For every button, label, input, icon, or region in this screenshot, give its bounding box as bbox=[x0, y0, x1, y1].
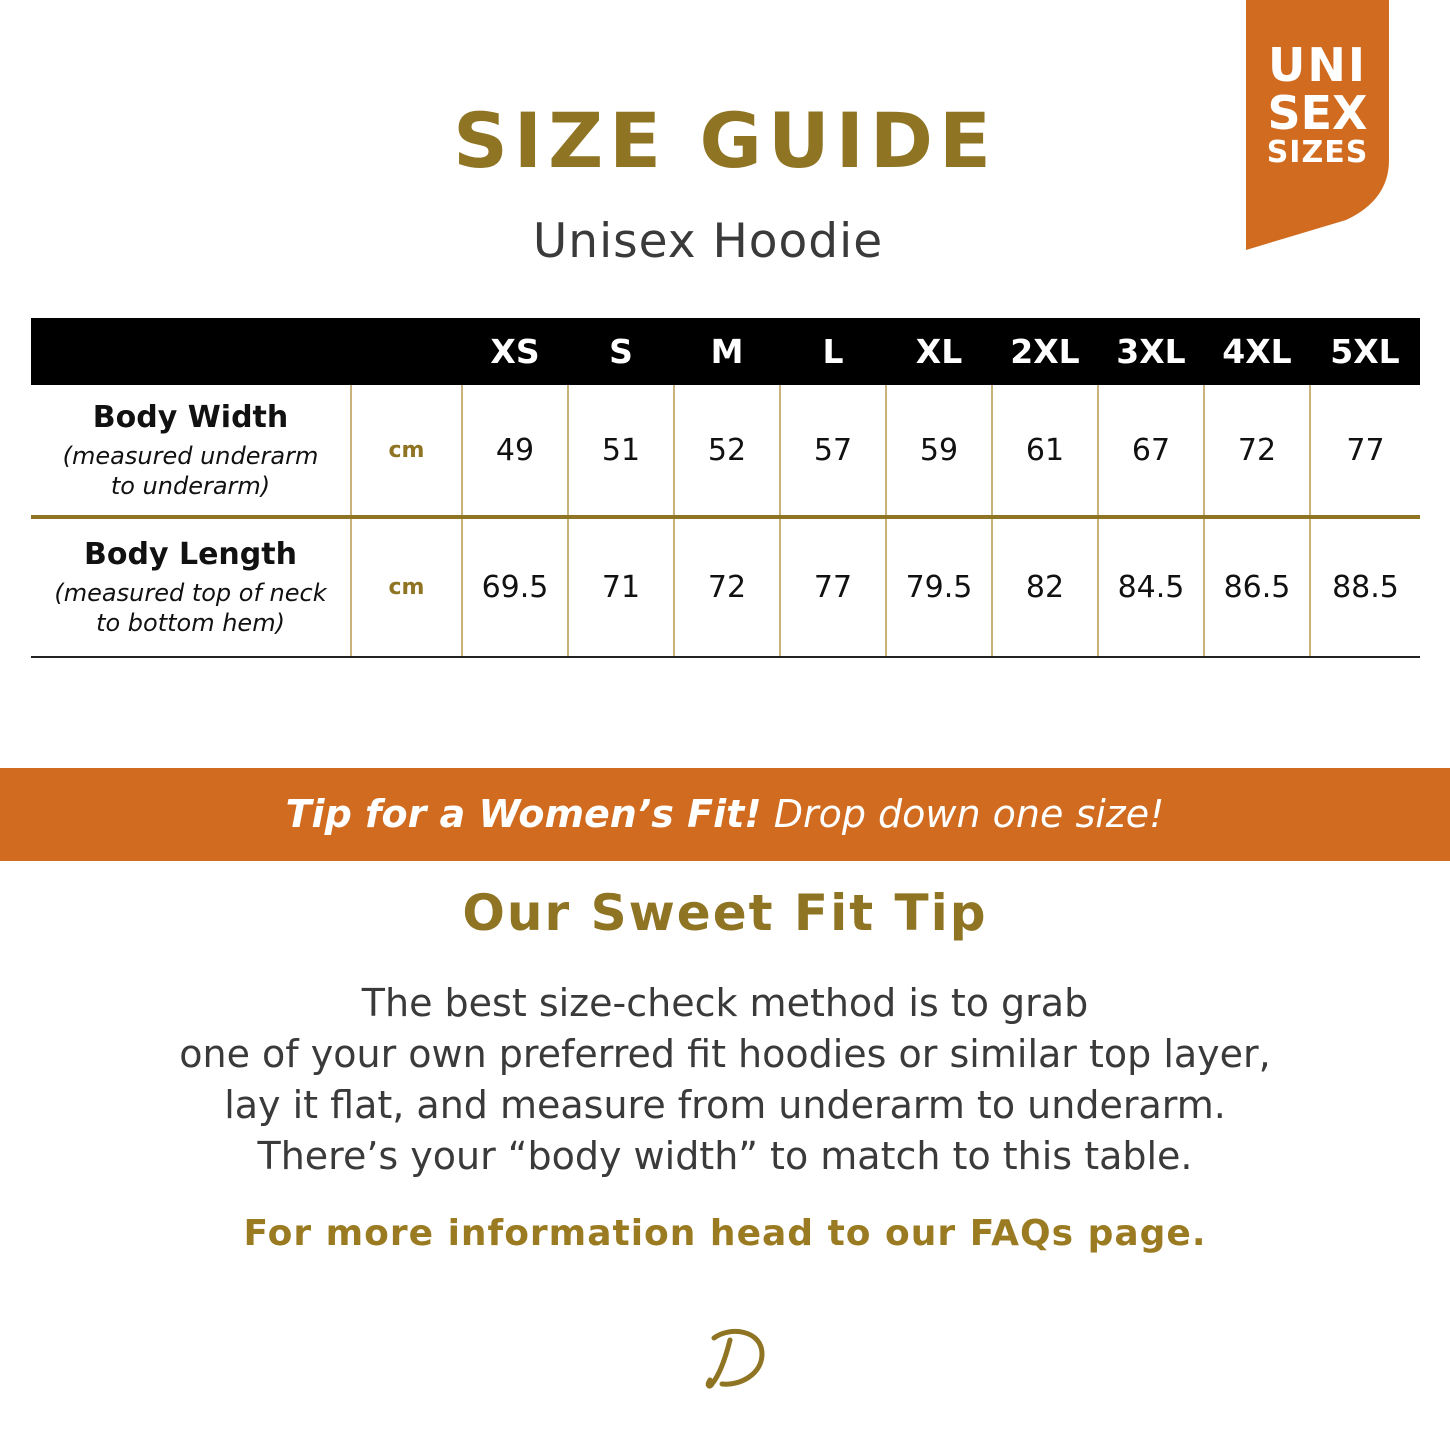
fit-tip-line: There’s your “body width” to match to this table. bbox=[257, 1134, 1193, 1178]
page-subtitle: Unisex Hoodie bbox=[532, 214, 884, 269]
table-cell: 84.5 bbox=[1098, 517, 1204, 657]
page-title: SIZE GUIDE bbox=[453, 96, 997, 185]
fit-tip-line: one of your own preferred fit hoodies or similar top layer, bbox=[179, 1032, 1271, 1076]
size-header: S bbox=[568, 318, 674, 385]
table-cell: 72 bbox=[674, 517, 780, 657]
table-cell: 82 bbox=[992, 517, 1098, 657]
row-note-line: (measured underarm bbox=[62, 441, 319, 470]
faq-link[interactable]: For more information head to our FAQs page. bbox=[243, 1213, 1207, 1254]
table-cell: 49 bbox=[462, 385, 568, 517]
fit-tip-body bbox=[0, 978, 1450, 1182]
row-note-line: to underarm) bbox=[110, 471, 271, 500]
size-header: XS bbox=[462, 318, 568, 385]
fit-tip-line: lay it flat, and measure from underarm to underarm. bbox=[224, 1083, 1226, 1127]
size-header: M bbox=[674, 318, 780, 385]
table-cell: 69.5 bbox=[462, 517, 568, 657]
header-blank bbox=[31, 318, 351, 385]
header-blank-unit bbox=[351, 318, 462, 385]
banner-text: Drop down one size! bbox=[761, 792, 1165, 836]
size-header: 4XL bbox=[1204, 318, 1310, 385]
table-cell: 59 bbox=[886, 385, 992, 517]
table-cell: 79.5 bbox=[886, 517, 992, 657]
row-label-title: Body Length bbox=[84, 537, 297, 572]
row-label-note bbox=[31, 578, 350, 638]
badge-line-2: SEX bbox=[1267, 86, 1368, 140]
row-unit: cm bbox=[351, 517, 462, 657]
table-cell: 88.5 bbox=[1310, 517, 1420, 657]
size-header-row bbox=[31, 318, 1420, 385]
row-note-line: to bottom hem) bbox=[96, 609, 285, 637]
badge-line-3: SIZES bbox=[1266, 135, 1369, 170]
table-row bbox=[31, 517, 1420, 657]
banner-bold-text: Tip for a Women’s Fit! bbox=[285, 792, 762, 836]
row-label-note bbox=[31, 441, 350, 501]
size-header: 3XL bbox=[1098, 318, 1204, 385]
table-cell: 86.5 bbox=[1204, 517, 1310, 657]
brand-logo-icon bbox=[700, 1322, 772, 1394]
row-label-title: Body Width bbox=[92, 399, 289, 435]
womens-fit-banner bbox=[0, 768, 1450, 861]
table-cell: 61 bbox=[992, 385, 1098, 517]
badge-line-1: UNI bbox=[1268, 38, 1367, 92]
row-label bbox=[31, 385, 351, 517]
unisex-badge bbox=[1246, 0, 1389, 250]
fit-tip-title: Our Sweet Fit Tip bbox=[462, 884, 988, 942]
table-cell: 51 bbox=[568, 385, 674, 517]
table-cell: 71 bbox=[568, 517, 674, 657]
size-header: 5XL bbox=[1310, 318, 1420, 385]
table-cell: 67 bbox=[1098, 385, 1204, 517]
table-cell: 77 bbox=[780, 517, 886, 657]
size-header: 2XL bbox=[992, 318, 1098, 385]
table-cell: 52 bbox=[674, 385, 780, 517]
table-cell: 57 bbox=[780, 385, 886, 517]
table-row bbox=[31, 385, 1420, 517]
size-header: L bbox=[780, 318, 886, 385]
table-cell: 77 bbox=[1310, 385, 1420, 517]
row-label bbox=[31, 517, 351, 657]
fit-tip-line: The best size-check method is to grab bbox=[361, 981, 1089, 1025]
size-table bbox=[31, 318, 1420, 658]
row-unit: cm bbox=[351, 385, 462, 517]
size-header: XL bbox=[886, 318, 992, 385]
table-cell: 72 bbox=[1204, 385, 1310, 517]
row-note-line: (measured top of neck bbox=[54, 579, 327, 607]
